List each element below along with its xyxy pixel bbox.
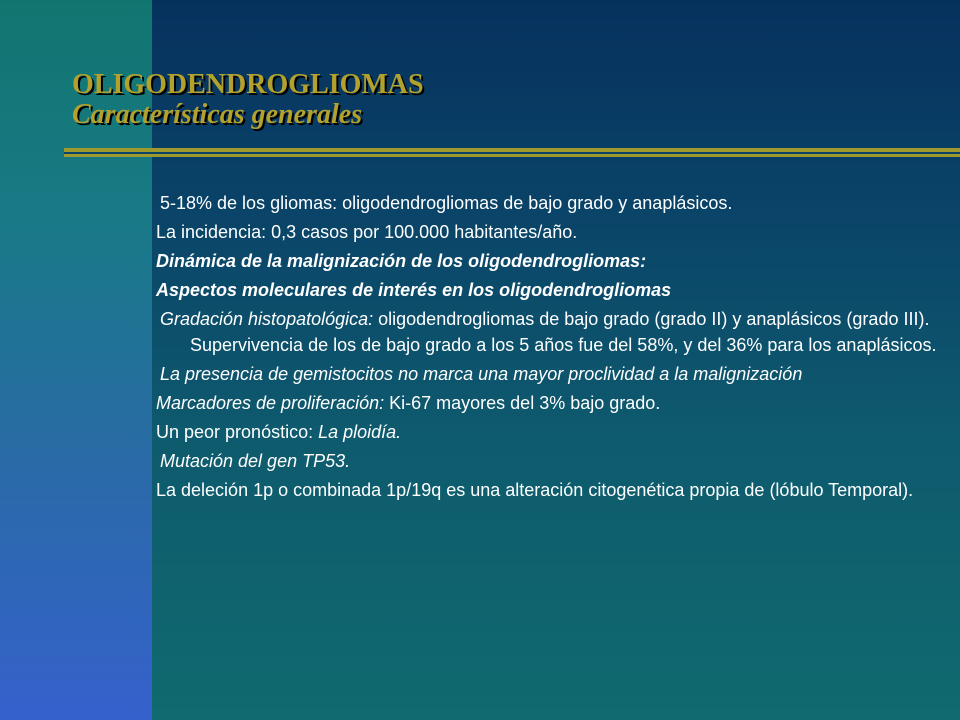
- item-text: La deleción 1p o combinada 1p/19q es una alteración citogenética propia de (lóbulo Temporal).: [156, 480, 914, 500]
- item-text: 5-18% de los gliomas: oligodendrogliomas de bajo grado y anaplásicos.: [160, 193, 733, 213]
- slide-title: [72, 70, 424, 130]
- item-text: La incidencia: 0,3 casos por 100.000 habitantes/año.: [156, 222, 578, 242]
- list-item: [156, 419, 950, 445]
- list-item: [156, 248, 950, 274]
- item-text: Aspectos moleculares de interés en los oligodendrogliomas: [156, 280, 672, 300]
- title-main: OLIGODENDROGLIOMAS: [72, 69, 424, 100]
- item-lead: Gradación histopatológica:: [160, 309, 374, 329]
- item-text: Dinámica de la malignización de los oligodendrogliomas:: [156, 251, 647, 271]
- item-text: Ki-67 mayores del 3% bajo grado.: [384, 393, 661, 413]
- list-item: [156, 306, 950, 358]
- item-lead: Un peor pronóstico:: [156, 422, 319, 442]
- list-item: [156, 361, 950, 387]
- item-lead: Marcadores de proliferación:: [156, 393, 385, 413]
- bullet-list: [156, 190, 950, 506]
- title-underline-gap: [64, 152, 960, 154]
- item-text: La ploidía.: [318, 422, 402, 442]
- item-text: Mutación del gen TP53.: [160, 451, 351, 471]
- list-item: [156, 390, 950, 416]
- item-text: La presencia de gemistocitos no marca una mayor proclividad a la malignización: [160, 364, 803, 384]
- list-item: [156, 190, 950, 216]
- title-subtitle: Características generales: [72, 99, 363, 130]
- list-item: [156, 277, 950, 303]
- list-item: [156, 448, 950, 474]
- item-text: oligodendrogliomas de bajo grado (grado II) y anaplásicos (grado III). Supervivencia de los de bajo grado a los 5 años fue del 58%, y del 36% para los anaplásicos.: [190, 309, 937, 355]
- list-item: [156, 477, 950, 503]
- list-item: [156, 219, 950, 245]
